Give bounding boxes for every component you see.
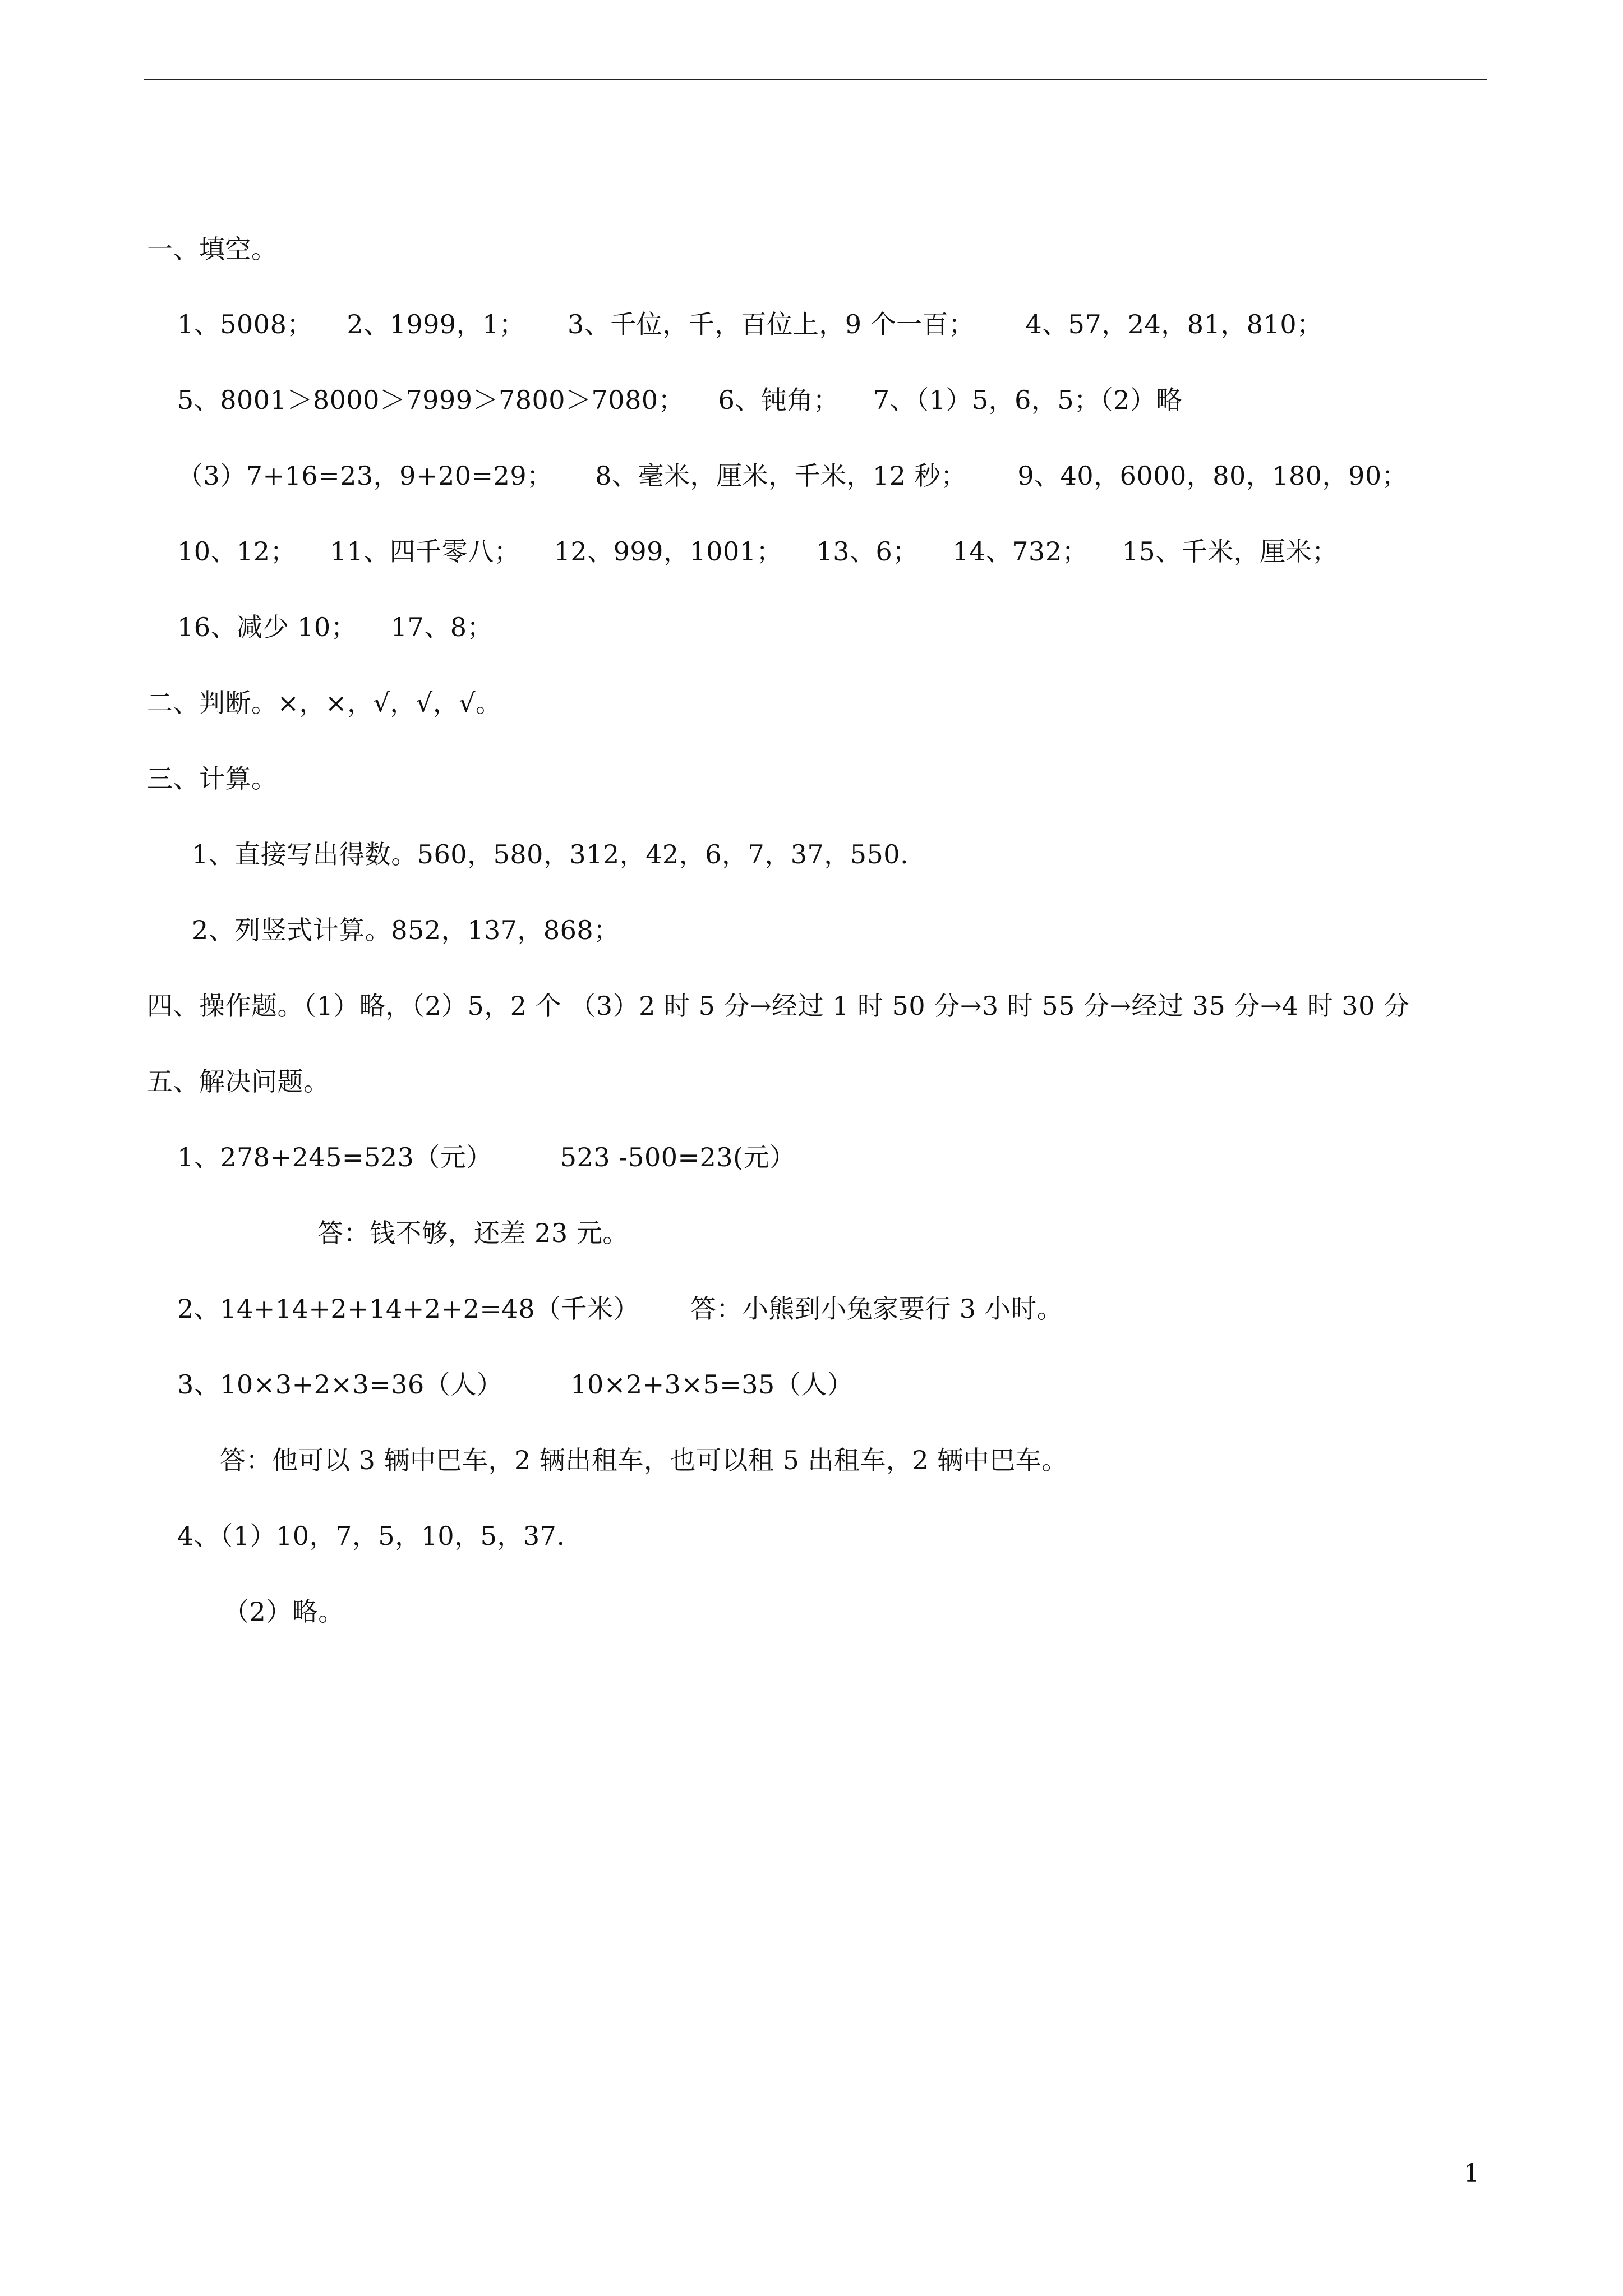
problem-1-calculation: 1、278+245=523（元） 523 -500=23(元） [177, 1142, 796, 1172]
page-number: 1 [1464, 2159, 1479, 2188]
answer-line-3: （3）7+16=23，9+20=29； 8、毫米，厘米，千米，12 秒； 9、40，6000，80，180，90； [177, 461, 1408, 491]
problem-4-part-1: 4、（1）10，7，5，10，5，37. [177, 1521, 565, 1551]
answer-line-1: 1、5008； 2、1999，1； 3、千位，千，百位上，9 个一百； 4、57，24，81，810； [177, 309, 1323, 339]
section-heading-judgement: 二、判断。×，×，√，√，√。 [147, 688, 502, 718]
section-heading-calculation: 三、计算。 [147, 763, 278, 794]
answer-line-2: 5、8001＞8000＞7999＞7800＞7080； 6、钝角； 7、（1）5，6，5；（2）略 [177, 385, 1182, 415]
problem-3-answer: 答：他可以 3 辆中巴车，2 辆出租车，也可以租 5 出租车，2 辆中巴车。 [220, 1445, 1068, 1475]
section-heading-operation: 四、操作题。（1）略，（2）5，2 个 （3）2 时 5 分→经过 1 时 50 分→3 时 55 分→经过 35 分→4 时 30 分 [147, 991, 1410, 1021]
problem-4-part-2: （2）略。 [223, 1596, 344, 1627]
answer-line-4: 10、12； 11、四千零八； 12、999，1001； 13、6； 14、732； 15、千米，厘米； [177, 536, 1338, 567]
answer-line-5: 16、减少 10； 17、8； [177, 612, 493, 642]
answer-line-direct-results: 1、直接写出得数。560，580，312，42，6，7，37，550. [192, 839, 909, 869]
section-heading-fill-blank: 一、填空。 [147, 234, 278, 264]
problem-2-calculation: 2、14+14+2+14+2+2=48（千米） 答：小熊到小兔家要行 3 小时。 [177, 1294, 1063, 1324]
problem-3-calculation: 3、10×3+2×3=36（人） 10×2+3×5=35（人） [177, 1369, 854, 1400]
answer-line-vertical-calculation: 2、列竖式计算。852，137，868； [192, 915, 620, 945]
header-rule [144, 79, 1487, 80]
problem-1-answer: 答：钱不够，还差 23 元。 [317, 1218, 629, 1248]
section-heading-problem-solving: 五、解决问题。 [147, 1066, 330, 1097]
